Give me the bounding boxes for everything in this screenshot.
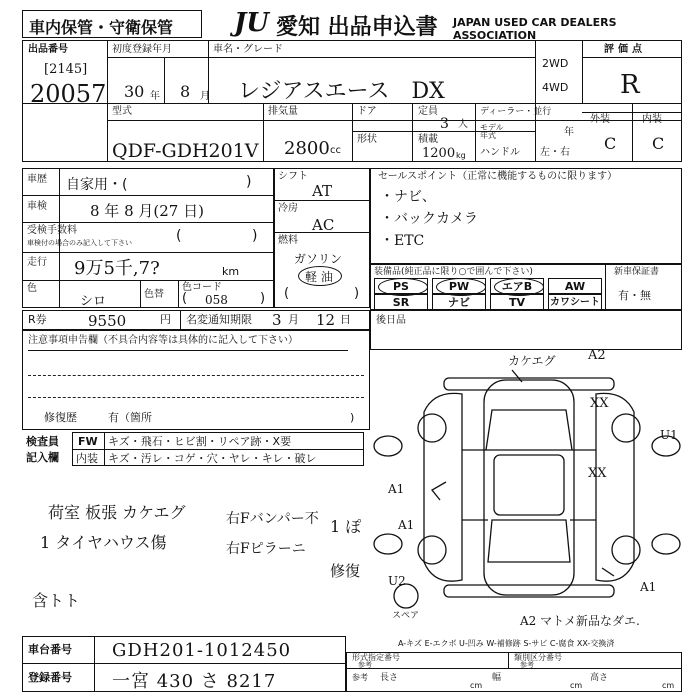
shape-label: 形状	[357, 134, 377, 145]
history-close: )	[246, 174, 252, 190]
equip-pw-circle	[436, 278, 486, 296]
equip-ps-circle	[378, 278, 428, 296]
remark-5: 右Fピラーニ	[226, 541, 306, 557]
association-name: JAPAN USED CAR DEALERS ASSOCIATION	[453, 16, 617, 42]
repair-history-value: 有（箇所	[108, 411, 152, 424]
mileage-unit: km	[222, 265, 240, 278]
interior-grade: C	[652, 134, 665, 153]
inspector-label: 検査員	[26, 435, 59, 448]
diagram-note-top2: A2	[588, 348, 606, 363]
storage-badge-text: 車内保管・守衛保管	[29, 18, 174, 37]
width-label: 幅	[492, 673, 502, 683]
diagram-note-left2: A1	[398, 518, 415, 532]
remark-7: 含トト	[32, 591, 81, 610]
color-value: シロ	[80, 294, 107, 309]
exterior-label: 外装	[590, 114, 610, 125]
model-year-unit: 年	[564, 127, 574, 138]
first-registration-label: 初度登録年月	[112, 44, 172, 55]
first-registration-month: 8	[180, 82, 191, 101]
interior-label: 内装	[642, 114, 662, 125]
notes-label: 注意事項申告欄（不具合内容等は具体的に記入して下さい）	[28, 335, 298, 346]
model-value: QDF-GDH201V	[112, 140, 259, 162]
warranty-value: 有・無	[618, 289, 651, 302]
class-ref: 参考	[520, 661, 534, 669]
year-unit: 年	[150, 91, 160, 102]
model-year-label: モデル年式	[480, 123, 504, 140]
inspection-label: 車検	[27, 201, 47, 212]
handle-value: 左・右	[540, 147, 570, 158]
color-code-close: )	[260, 291, 266, 306]
handle-label: ハンドル	[480, 147, 520, 158]
pickup-open: (	[176, 228, 182, 244]
type-ref: 参考	[358, 661, 372, 669]
score-label: 評価点	[604, 44, 646, 55]
color-code-value: 058	[205, 293, 228, 307]
pickup-label: 受検手数料	[27, 225, 77, 236]
exterior-grade: C	[604, 134, 617, 153]
lot-number-value: 20057	[30, 80, 107, 108]
remark-4: 1 ぽ	[330, 517, 362, 536]
fuel-open: (	[284, 286, 290, 301]
diagram-note-right1: XX	[590, 396, 609, 411]
fuel-close: )	[354, 286, 360, 301]
diagram-note-spare: U2	[388, 574, 406, 588]
drive-2wd: 2WD	[542, 57, 569, 70]
equip-navi: ナビ	[432, 294, 486, 310]
name-change-day-unit: 日	[340, 313, 351, 326]
ju-logo: JU	[234, 8, 269, 38]
ac-value: AC	[312, 216, 335, 234]
length-label: 長さ	[380, 673, 399, 683]
chassis-label: 車台番号	[28, 643, 72, 656]
repair-history-close: )	[350, 411, 355, 424]
lot-number-label: 出品番号	[28, 44, 68, 55]
car-name-value: レジアスエース DX	[238, 79, 445, 104]
history-value: 自家用・(	[66, 177, 128, 193]
remark-3: 右Fバンパー不	[226, 511, 319, 527]
chassis-value: GDH201-1012450	[112, 640, 292, 661]
shift-value: AT	[312, 182, 333, 200]
car-name-label: 車名・グレード	[213, 44, 283, 55]
sales-point-2: ・バックカメラ	[380, 211, 478, 227]
equipment-label: 装備品(純正品に限り○で囲んで下さい)	[374, 267, 533, 277]
recycle-unit: 円	[160, 313, 171, 326]
shift-label: シフト	[278, 171, 308, 182]
entry-label: 記入欄	[26, 451, 59, 464]
damage-legend: A-キズ E-エクボ U-凹み W-補修跡 S-サビ C-腐食 XX-交換済	[398, 639, 615, 648]
inspection-value: 8 年 8 月(27 日)	[90, 202, 204, 220]
ac-label: 冷房	[278, 203, 298, 214]
storage-badge	[22, 10, 202, 38]
equip-ps: PS	[374, 278, 428, 294]
form-title: 愛知 出品申込書	[276, 15, 438, 40]
fw-items: キズ・飛石・ヒビ割・リペア跡・X要	[108, 435, 292, 448]
name-change-day: 12	[316, 311, 336, 329]
name-change-month: 3	[272, 311, 282, 329]
mileage-label: 走行	[27, 257, 47, 268]
name-change-label: 名変通知期限	[186, 313, 252, 326]
diagram-note-bottom: A2 マトメ新品なダエ.	[520, 614, 640, 628]
diagram-note-left1: A1	[388, 482, 405, 496]
pickup-sub: 車検付の場合のみ記入して下さい	[27, 239, 132, 247]
color-code-open: (	[182, 291, 188, 306]
color-code-label: 色コード	[182, 282, 222, 293]
name-change-month-unit: 月	[288, 313, 299, 326]
score-value: R	[620, 70, 640, 100]
remark-1: 荷室 板張 カケエグ	[48, 503, 186, 522]
dealer-label: ディーラー・並行	[480, 107, 552, 117]
equip-pw: PW	[432, 278, 486, 294]
retrofit-block	[370, 310, 682, 350]
sales-points-label: セールスポイント（正常に機能するものに限ります）	[378, 171, 618, 182]
equip-leather-seat: カワシート	[548, 294, 602, 310]
sales-point-1: ・ナビ、	[380, 189, 436, 205]
load-value: 1200	[422, 146, 456, 161]
remark-6: 修復	[330, 562, 361, 580]
equip-airbag-circle	[494, 278, 544, 296]
remark-2: 1 タイヤハウス傷	[40, 533, 167, 552]
equip-tv: TV	[490, 294, 544, 310]
month-unit: 月	[200, 91, 210, 102]
seats-unit: 人	[458, 119, 468, 130]
dims-ref: 参考	[352, 673, 368, 682]
interior-check-items: キズ・汚レ・コゲ・穴・ヤレ・キレ・破レ	[108, 452, 317, 465]
car-damage-diagram	[372, 350, 682, 635]
height-label: 高さ	[590, 673, 609, 683]
mileage-value: 9万5千,7?	[74, 258, 160, 279]
equip-sr: SR	[374, 294, 428, 310]
height-unit: cm	[662, 681, 675, 690]
diagram-note-right2: U1	[660, 428, 678, 442]
spare-label: スペア	[392, 611, 420, 621]
load-unit: kg	[456, 151, 466, 160]
equip-airbag: エアB	[490, 278, 544, 294]
fuel-label: 燃料	[278, 235, 298, 246]
length-unit: cm	[470, 681, 483, 690]
repair-history-label: 修復歴	[44, 411, 77, 424]
warranty-label: 新車保証書	[614, 267, 660, 277]
type-designation-label: 形式指定番号	[352, 653, 400, 662]
recycle-label: R券	[28, 313, 47, 326]
fuel-circled: 軽 油	[305, 270, 333, 284]
door-label: ドア	[357, 106, 377, 117]
load-label: 積載	[418, 134, 438, 145]
diagram-note-right4: A1	[640, 580, 657, 594]
recycle-value: 9550	[88, 312, 127, 330]
fuel-value: ガソリン	[294, 252, 343, 266]
plate-value: 一宮 430 さ 8217	[112, 671, 277, 692]
equip-aw: AW	[548, 278, 602, 294]
diagram-note-right3: XX	[588, 466, 607, 481]
fw-label: FW	[78, 435, 98, 448]
lot-sub-number: [2145]	[44, 62, 88, 77]
retrofit-label: 後日品	[376, 315, 406, 326]
displacement-unit: cc	[330, 145, 341, 156]
diagram-note-top: カケエグ	[508, 354, 556, 368]
drive-4wd: 4WD	[542, 81, 569, 94]
first-registration-year: 30	[124, 82, 145, 101]
model-label: 型式	[112, 106, 132, 117]
interior-check-label: 内装	[76, 452, 98, 465]
class-number-label: 類別区分番号	[514, 653, 562, 662]
width-unit: cm	[570, 681, 583, 690]
sales-point-3: ・ETC	[380, 233, 425, 249]
seats-label: 定員	[418, 106, 438, 117]
seats-value: 3	[440, 116, 449, 132]
pickup-close: )	[252, 228, 258, 244]
repaint-label: 色替	[144, 289, 164, 300]
displacement-label: 排気量	[268, 106, 298, 117]
plate-label: 登録番号	[28, 671, 72, 684]
displacement-value: 2800	[284, 138, 330, 159]
color-label: 色	[27, 283, 37, 294]
history-label: 車歴	[27, 174, 47, 185]
